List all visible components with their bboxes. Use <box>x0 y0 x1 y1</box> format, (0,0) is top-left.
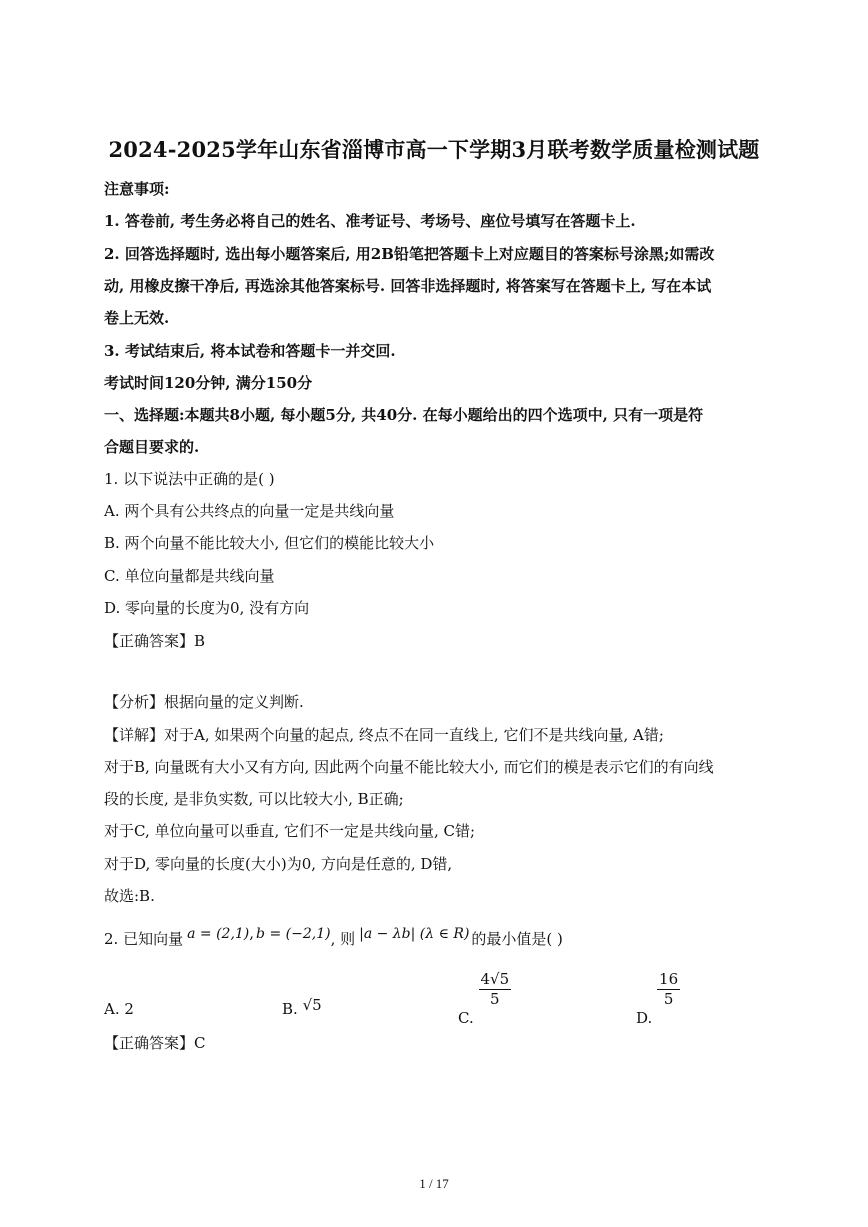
q2-expression: |a − λb| (λ ∈ R) <box>359 926 470 942</box>
q2-answer: 【正确答案】C <box>104 1034 206 1052</box>
q2-option-b-value: √5 <box>302 996 322 1014</box>
q2-option-a: A. 2 <box>104 1000 134 1018</box>
exam-time: 考试时间120分钟, 满分150分 <box>104 374 313 392</box>
q1-option-d: D. 零向量的长度为0, 没有方向 <box>104 599 310 617</box>
q2-option-c <box>458 970 511 1028</box>
notice-item-2-line-1: 2. 回答选择题时, 选出每小题答案后, 用2B铅笔把答题卡上对应题目的答案标号涂黑;如需改 <box>104 245 715 263</box>
section-1-line-1: 一、选择题:本题共8小题, 每小题5分, 共40分. 在每小题给出的四个选项中, 只有一项是符 <box>104 406 704 424</box>
q1-option-b: B. 两个向量不能比较大小, 但它们的模能比较大小 <box>104 534 435 552</box>
q1-detail-2: 对于B, 向量既有大小又有方向, 因此两个向量不能比较大小, 而它们的模是表示它们的有向线 <box>104 758 714 776</box>
q1-stem: 1. 以下说法中正确的是( ) <box>104 470 275 488</box>
q1-option-a: A. 两个具有公共终点的向量一定是共线向量 <box>104 502 395 520</box>
q2-option-c-fraction <box>479 970 512 1009</box>
q2-stem: 2. 已知向量 a = (2,1), b = (−2,1), 则 |a − λb| (λ ∈ R) 的最小值是( ) <box>104 924 563 948</box>
notice-heading: 注意事项: <box>104 180 170 198</box>
page-number: 1 / 17 <box>419 1176 449 1191</box>
q1-choose: 故选:B. <box>104 887 155 905</box>
q2-option-d-denominator: 5 <box>663 989 674 1008</box>
q2-prefix: 2. 已知向量 <box>104 930 184 948</box>
section-1-line-2: 合题目要求的. <box>104 438 200 456</box>
q1-option-c: C. 单位向量都是共线向量 <box>104 567 275 585</box>
q2-option-c-label: C. <box>458 1009 474 1028</box>
q1-analysis: 【分析】根据向量的定义判断. <box>104 693 304 711</box>
notice-item-2-line-3: 卷上无效. <box>104 309 170 327</box>
q2-middle: , 则 <box>330 930 356 948</box>
notice-item-3: 3. 考试结束后, 将本试卷和答题卡一并交回. <box>104 342 396 360</box>
q2-vector-b: b = (−2,1) <box>256 926 331 942</box>
q2-option-b-label: B. <box>282 1000 298 1018</box>
notice-item-1: 1. 答卷前, 考生务必将自己的姓名、准考证号、考场号、座位号填写在答题卡上. <box>104 212 636 230</box>
q2-option-d-numerator: 16 <box>659 970 679 988</box>
page-title: 2024-2025学年山东省淄博市高一下学期3月联考数学质量检测试题 <box>108 137 760 162</box>
q2-option-d-fraction <box>657 970 680 1009</box>
q2-vector-a: a = (2,1) <box>187 926 250 942</box>
q2-suffix: 的最小值是( ) <box>471 930 563 948</box>
q2-option-c-numerator: 4√5 <box>480 970 510 988</box>
q2-option-d-label: D. <box>636 1009 653 1028</box>
q1-answer: 【正确答案】B <box>104 632 206 650</box>
q2-option-d <box>636 970 680 1028</box>
q2-option-c-denominator: 5 <box>490 989 500 1008</box>
notice-item-2-line-2: 动, 用橡皮擦干净后, 再选涂其他答案标号. 回答非选择题时, 将答案写在答题卡上, 写在本试 <box>104 277 712 295</box>
q2-option-b <box>282 996 322 1018</box>
q1-detail-3: 段的长度, 是非负实数, 可以比较大小, B正确; <box>104 790 404 808</box>
q1-detail-5: 对于D, 零向量的长度(大小)为0, 方向是任意的, D错, <box>104 855 453 873</box>
q1-detail-1: 【详解】对于A, 如果两个向量的起点, 终点不在同一直线上, 它们不是共线向量, A错; <box>104 726 664 744</box>
q1-detail-4: 对于C, 单位向量可以垂直, 它们不一定是共线向量, C错; <box>104 822 476 840</box>
